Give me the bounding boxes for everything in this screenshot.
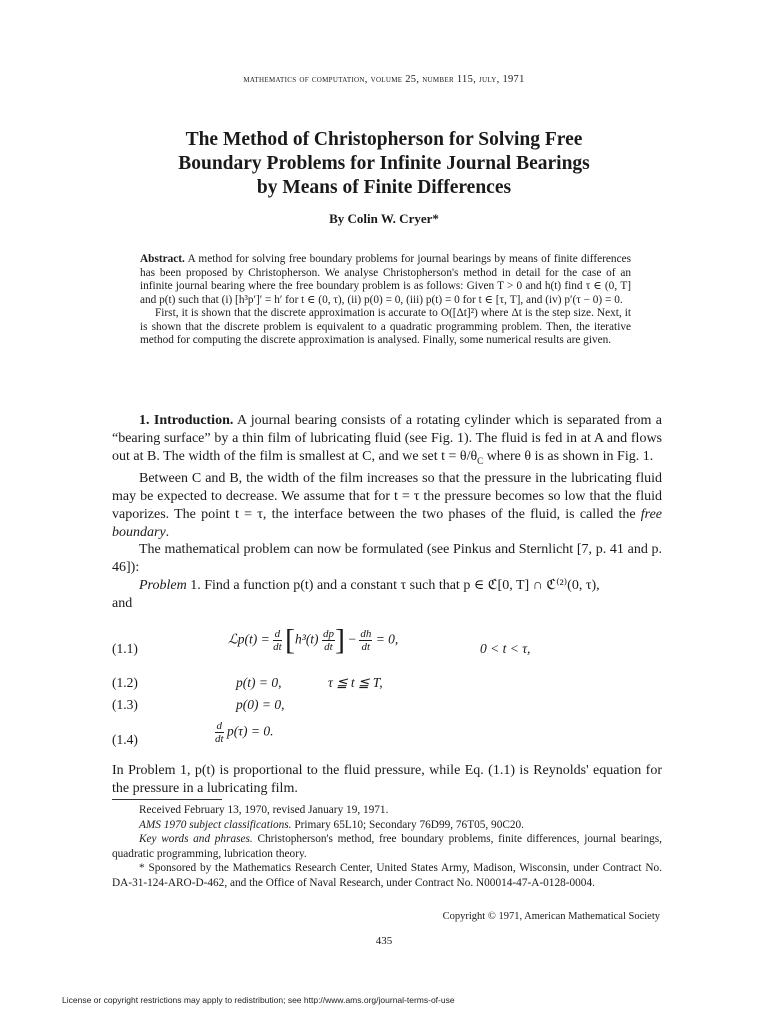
intro-paragraph-3: The mathematical problem can now be formulated (see Pinkus and Sternlicht [7, p. 41 and p. 46]): [112,542,662,576]
equation-1-2: p(t) = 0, [236,675,282,690]
journal-header: mathematics of computation, volume 25, number 115, july, 1971 [243,74,525,85]
title-line-1: The Method of Christopherson for Solving Free [185,129,583,150]
footnote-keywords: Key words and phrases. Christopherson's method, free boundary problems, finite differences, journal bearings, quadratic programming, lubrication theory. [112,833,662,860]
title-line-3: by Means of Finite Differences [256,177,512,198]
equation-1-4: $\frac{d}{dt}$ p(τ) = 0. [215,720,274,745]
abstract-text-1: A method for solving free boundary problems for journal bearings by means of finite differences has been proposed by Christopherson. We analyse Christopherson's method in detail for the case of an infinite journal bearing where the free boundary problem is as follows: Given T > 0 and h(t) find τ ∈ (0, T] and p(t) such that (i) [h³p′]′ = h′ for t ∈ (0, τ), (ii) p(0) = 0, (iii) p(t) = 0 for t ∈ [τ, T], and (iv) p′(τ − 0) = 0. [140,253,631,306]
abstract [140,253,631,348]
problem-statement: Problem 1. Find a function p(t) and a constant τ such that p ∈ ℭ[0, T] ∩ ℭ⁽²⁾(0, τ), [139,577,600,593]
author-line: By Colin W. Cryer* [329,211,439,226]
equation-1-1-condition: 0 < t < τ, [480,641,531,656]
intro-paragraph-1: 1. Introduction. A journal bearing consists of a rotating cylinder which is separated from a “bearing surface” by a thin film of lubricating fluid (see Fig. 1). The fluid is fed in at A and flows out at B. The width of the film is smallest at C, and we set $t = \theta/\theta_C$ where θ is as shown in Fig. 1. [112,413,663,466]
page-number: 435 [375,935,393,947]
section-heading: 1. Introduction. [139,413,234,428]
equation-number-1-2: (1.2) [112,675,138,690]
equation-number-1-3: (1.3) [112,697,138,712]
footnote-rule [112,799,222,800]
footnote-ams: AMS 1970 subject classifications. Primary 65L10; Secondary 76D99, 76T05, 90C20. [139,818,525,831]
title-line-2: Boundary Problems for Infinite Journal Bearings [178,153,590,174]
and-word: and [112,595,133,611]
intro-paragraph-2: Between C and B, the width of the film increases so that the pressure in the lubricating fluid may be expected to decrease. We assume that for t = τ the pressure becomes so low that the fluid vaporizes. The point t = τ, the interface between the two phases of the fluid, is called the free boundary. [112,471,662,540]
license-notice: License or copyright restrictions may apply to redistribution; see http://www.ams.org/journal-terms-of-use [62,995,455,1005]
footnotes [112,803,662,890]
footnote-sponsor: * Sponsored by the Mathematics Research Center, United States Army, Madison, Wisconsin, under Contract No. DA-31-124-ARO-D-462, and the Office of Naval Research, under Contract No. N00014-47-A-0128-0004. [112,862,662,889]
abstract-label: Abstract. [140,253,185,265]
post-equation-paragraph: In Problem 1, p(t) is proportional to the fluid pressure, while Eq. (1.1) is Reynolds' equation for the pressure in a lubricating film. [112,763,662,796]
problem-label: Problem [139,577,187,593]
abstract-paragraph-1 [140,253,631,307]
equation-number-1-4: (1.4) [112,732,138,747]
equation-1-2-condition: τ ≦ t ≦ T, [328,675,383,690]
footnote-received: Received February 13, 1970, revised January 19, 1971. [139,804,389,816]
equation-1-3: p(0) = 0, [236,697,285,712]
equation-1-1: ℒp(t) = $\frac{d}{dt}$ [h³(t) $\frac{dp}{dt}$ ] − $\frac{dh}{dt}$ = 0, [228,623,399,657]
abstract-paragraph-2: First, it is shown that the discrete approximation is accurate to O([Δt]²) where Δt is the step size. Next, it is shown that the discrete problem is equivalent to a quadratic programming problem. Then, the iterative method for computing the discrete approximation is analysed. Finally, some numerical results are given. [140,307,631,346]
introduction-section [112,412,662,613]
article-title [0,128,768,200]
copyright-notice: Copyright © 1971, American Mathematical Society [442,911,660,922]
equation-number-1-1: (1.1) [112,641,138,656]
